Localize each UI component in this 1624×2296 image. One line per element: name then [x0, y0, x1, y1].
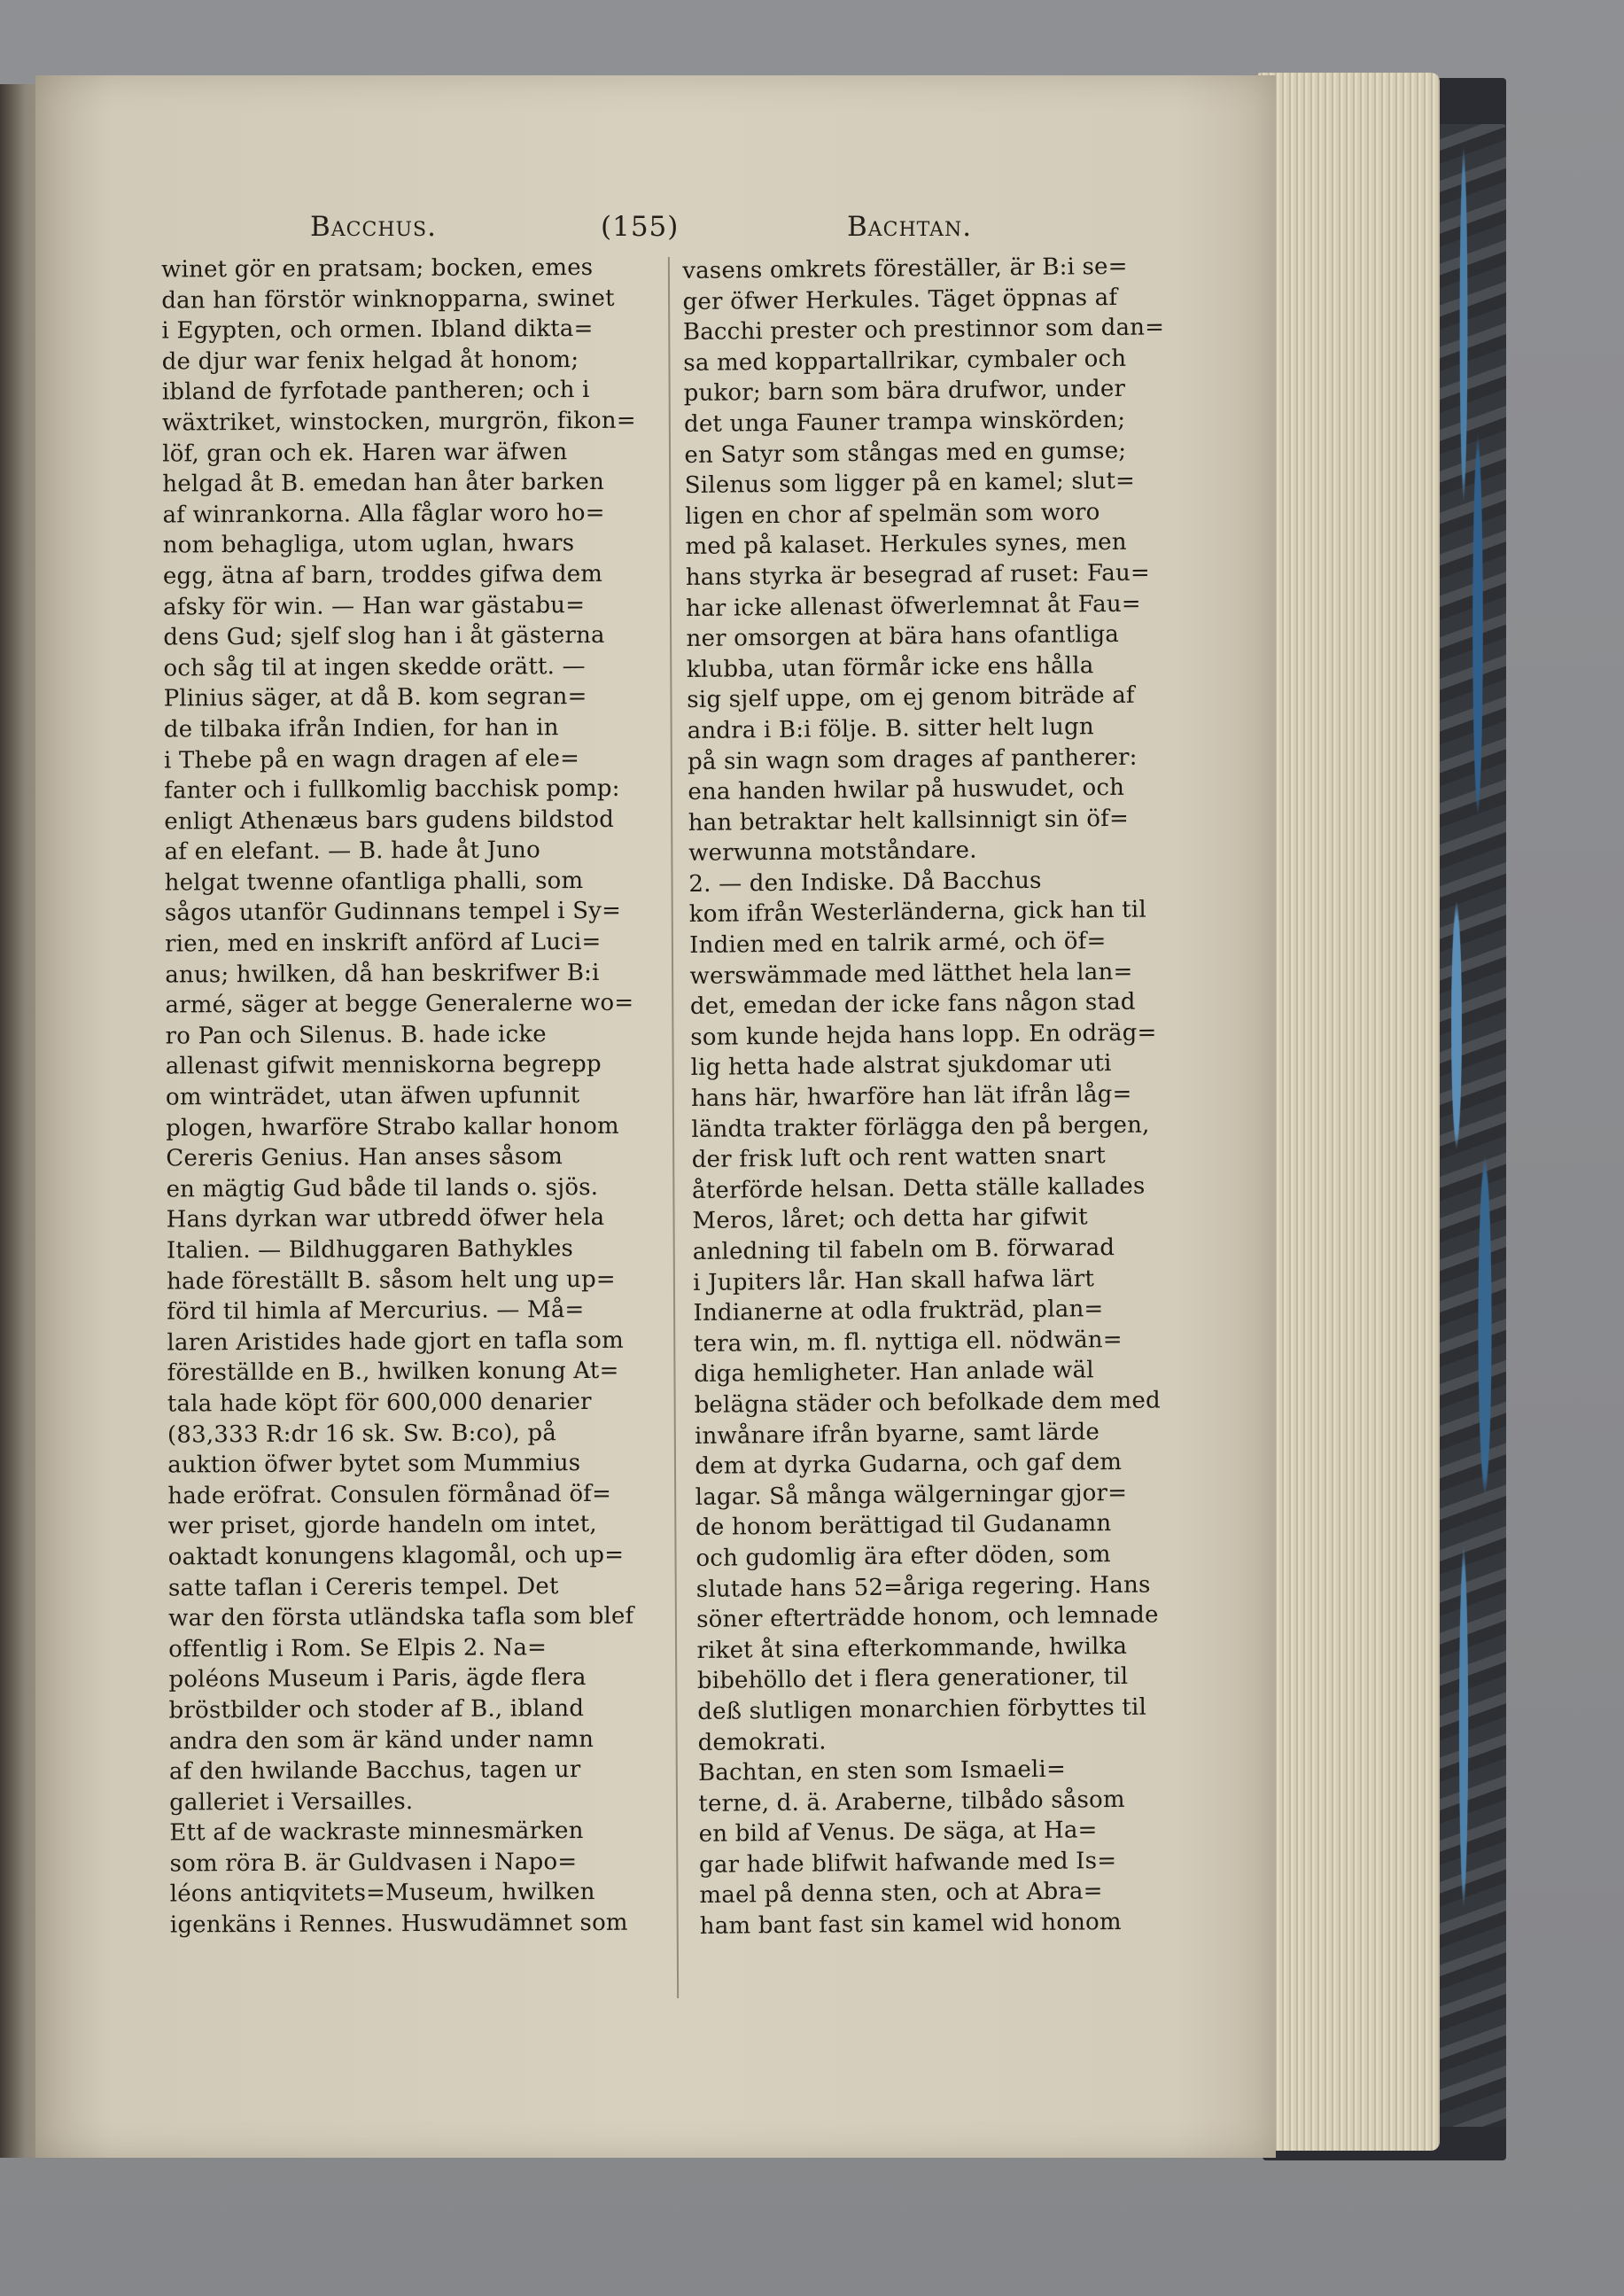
text-line: lagar. Så många wälgerningar gjor= [695, 1479, 1128, 1511]
text-line: löf, gran och ek. Haren war äfwen [162, 438, 568, 468]
text-line: inwånare ifrån byarne, samt lärde [694, 1418, 1100, 1450]
text-line: och gudomlig ära efter döden, som [695, 1541, 1111, 1572]
text-line: en mägtig Gud både til lands o. sjös. [166, 1173, 599, 1203]
text-line: wer priset, gjorde handeln om intet, [167, 1511, 597, 1540]
text-line: laren Aristides hade gjort en tafla som [167, 1327, 624, 1357]
text-line: Ett af de wackraste minnesmärken [169, 1817, 584, 1847]
text-line: rien, med en inskrift anförd af Luci= [165, 928, 602, 958]
text-line: nom behagliga, utom uglan, hwars [162, 530, 575, 559]
text-line: demokrati. [697, 1727, 827, 1756]
text-line: ländta trakter förlägga den på bergen, [691, 1111, 1150, 1143]
text-line: diga hemligheter. Han anlade wäl [694, 1357, 1094, 1389]
text-line: der frisk luft och rent watten snart [691, 1142, 1106, 1174]
text-line: dem at dyrka Gudarna, och gaf dem [695, 1449, 1123, 1481]
text-line: fanter och i fullkomlig bacchisk pomp: [164, 774, 620, 805]
text-line: lig hetta hade alstrat sjukdomar uti [690, 1050, 1112, 1082]
text-line: föreställde en B., hwilken konung At= [167, 1358, 619, 1387]
right-text-column [682, 251, 1209, 1942]
text-line: (83,333 R:dr 16 sk. Sw. B:co), på [167, 1419, 557, 1449]
text-line: galleriet i Versailles. [169, 1787, 414, 1817]
text-line: deß slutligen monarchien förbyttes til [697, 1693, 1147, 1725]
text-line: en Satyr som stångas med en gumse; [684, 437, 1127, 469]
text-line: Indien med en talrik armé, och öf= [689, 928, 1107, 960]
text-line: slutade hans 52=åriga regering. Hans [695, 1571, 1151, 1603]
text-line: det, emedan der icke fans någon stad [689, 989, 1136, 1021]
text-line: dan han förstör winknopparna, swinet [161, 284, 615, 315]
text-line: med på kalaset. Herkules synes, men [685, 529, 1127, 561]
text-line: pukor; barn som bära drufwor, under [683, 376, 1126, 408]
text-line: sa med koppartallrikar, cymbaler och [683, 345, 1127, 377]
text-line: riket åt sina efterkommande, hwilka [696, 1632, 1128, 1664]
text-line: wäxtriket, winstocken, murgrön, fikon= [161, 407, 636, 437]
text-line: har icke allenast öfwerlemnat åt Fau= [686, 590, 1141, 622]
text-line: Bachtan, en sten som Ismaeli= [697, 1755, 1067, 1787]
text-line: plogen, hwarföre Strabo kallar honom [166, 1112, 619, 1142]
text-line: belägna städer och befolkade dem med [694, 1387, 1162, 1419]
text-line: på sin wagn som drages af pantherer: [687, 743, 1138, 775]
header-right-word: Bachtan. [847, 211, 973, 243]
text-line: armé, säger at begge Generalerne wo= [165, 989, 634, 1019]
text-line: i Thebe på en wagn dragen af ele= [163, 744, 580, 774]
text-line: Plinius säger, at då B. kom segran= [163, 683, 587, 712]
text-line: ger öfwer Herkules. Täget öppnas af [682, 284, 1118, 315]
text-line: klubba, utan förmår icke ens hålla [686, 651, 1094, 683]
text-line: Italien. — Bildhuggaren Bathykles [166, 1235, 574, 1265]
text-line: hans här, hwarföre han lät ifrån låg= [690, 1080, 1132, 1113]
left-text-column [161, 253, 680, 1942]
text-line: hade eröfrat. Consulen förmånad öf= [167, 1480, 612, 1510]
text-line: återförde helsan. Detta ställe kallades [691, 1172, 1146, 1204]
text-line: och såg til at ingen skedde orätt. — [163, 652, 586, 682]
text-line: werwunna motståndare. [688, 837, 977, 868]
text-line: de honom berättigad til Gudanamn [695, 1510, 1112, 1542]
text-line: auktion öfwer bytet som Mummius [167, 1450, 581, 1479]
text-line: i Jupiters lår. Han skall hafwa lärt [693, 1265, 1095, 1296]
text-line: oaktadt konungens klagomål, och up= [167, 1541, 625, 1571]
text-line: terne, d. ä. Araberne, tilbådo såsom [698, 1786, 1125, 1817]
text-line: ner omsorgen at bära hans ofantliga [686, 621, 1120, 653]
text-line: Indianerne at odla frukträd, plan= [693, 1296, 1104, 1327]
text-line: werswämmade med lätthet hela lan= [689, 958, 1133, 990]
text-line: andra den som är känd under namn [168, 1725, 594, 1755]
text-line: om winträdet, utan äfwen upfunnit [165, 1082, 580, 1111]
text-line: allenast gifwit menniskorna begrepp [165, 1051, 602, 1080]
text-line: satte taflan i Cereris tempel. Det [167, 1572, 559, 1602]
page-block-edge [1258, 73, 1440, 2151]
text-line: i Egypten, och ormen. Ibland dikta= [161, 315, 594, 345]
text-line: Hans dyrkan war utbredd öfwer hela [166, 1204, 605, 1234]
text-line: gar hade blifwit hafwande med Is= [698, 1847, 1117, 1879]
marbled-cover-edge [1435, 124, 1506, 2127]
text-line: söner efterträdde honom, och lemnade [696, 1601, 1159, 1634]
text-line: Silenus som ligger på en kamel; slut= [684, 467, 1136, 500]
text-line: förd til himla af Mercurius. — Må= [167, 1296, 585, 1326]
text-line: tera win, m. fl. nyttiga ell. nödwän= [693, 1326, 1123, 1358]
text-line: anledning til fabeln om B. förwarad [692, 1234, 1115, 1266]
text-line: ham bant fast sin kamel wid honom [699, 1909, 1122, 1941]
text-line: 2. — den Indiske. Då Bacchus [688, 867, 1042, 898]
text-line: som röra B. är Guldvasen i Napo= [169, 1848, 578, 1878]
text-line: anus; hwilken, då han beskrifwer B:i [165, 959, 600, 989]
text-line: egg, ätna af barn, troddes gifwa dem [162, 560, 603, 590]
text-line: hans styrka är besegrad af ruset: Fau= [685, 559, 1151, 591]
text-line: han betraktar helt kallsinnigt sin öf= [688, 805, 1130, 837]
text-line: léons antiqvitets=Museum, hwilken [169, 1879, 595, 1908]
text-line: af winrankorna. Alla fåglar woro ho= [162, 499, 605, 529]
text-line: mael på denna sten, och at Abra= [699, 1878, 1103, 1910]
text-line: helgat twenne ofantliga phalli, som [164, 867, 584, 897]
text-line: winet gör en pratsam; bocken, emes [161, 253, 594, 284]
text-line: enligt Athenæus bars gudens bildstod [164, 806, 615, 836]
text-line: afsky för win. — Han war gästabu= [163, 591, 586, 621]
text-line: som kunde hejda hans lopp. En odräg= [690, 1019, 1157, 1051]
text-line: poléons Museum i Paris, ägde flera [168, 1664, 587, 1693]
text-line: Cereris Genius. Han anses såsom [166, 1143, 563, 1172]
text-line: Bacchi prester och prestinnor som dan= [682, 314, 1165, 346]
text-line: andra i B:i följe. B. sitter helt lugn [687, 713, 1094, 744]
text-line: sig sjelf uppe, om ej genom biträde af [687, 682, 1135, 714]
text-line: kom ifrån Westerländerna, gick han til [688, 897, 1147, 929]
text-line: af den hwilande Bacchus, tagen ur [168, 1756, 581, 1786]
text-line: offentlig i Rom. Se Elpis 2. Na= [168, 1633, 548, 1663]
text-line: ro Pan och Silenus. B. hade icke [165, 1021, 547, 1050]
text-line: helgad åt B. emedan han åter barken [162, 469, 605, 498]
text-line: hade föreställt B. såsom helt ung up= [167, 1265, 616, 1296]
text-line: igenkäns i Rennes. Huswudämnet som [169, 1909, 628, 1939]
text-line: bibehöllo det i flera generationer, til [696, 1663, 1129, 1695]
text-line: det unga Fauner trampa winskörden; [683, 406, 1126, 439]
text-line: de tilbaka ifrån Indien, for han in [163, 714, 559, 743]
text-line: war den första utländska tafla som blef [168, 1602, 634, 1632]
text-line: ena handen hwilar på huswudet, och [688, 774, 1125, 806]
text-line: ibland de fyrfotade pantheren; och i [161, 377, 590, 406]
text-line: ligen en chor af spelmän som woro [684, 498, 1100, 530]
header-left-word: Bacchus. [310, 211, 437, 243]
page-number: (155) [601, 211, 680, 243]
text-line: af en elefant. — B. hade åt Juno [164, 837, 540, 866]
text-line: vasens omkrets föreställer, är B:i se= [682, 253, 1128, 285]
text-line: bröstbilder och stoder af B., ibland [168, 1694, 585, 1724]
text-line: en bild af Venus. De säga, at Ha= [698, 1817, 1098, 1848]
running-header [151, 211, 1196, 246]
text-line: de djur war fenix helgad åt honom; [161, 346, 579, 376]
text-line: tala hade köpt för 600,000 denarier [167, 1388, 592, 1418]
text-line: sågos utanför Gudinnans tempel i Sy= [164, 898, 622, 927]
text-line: Meros, låret; och detta har gifwit [692, 1203, 1088, 1235]
text-line: dens Gud; sjelf slog han i åt gästerna [163, 622, 605, 651]
